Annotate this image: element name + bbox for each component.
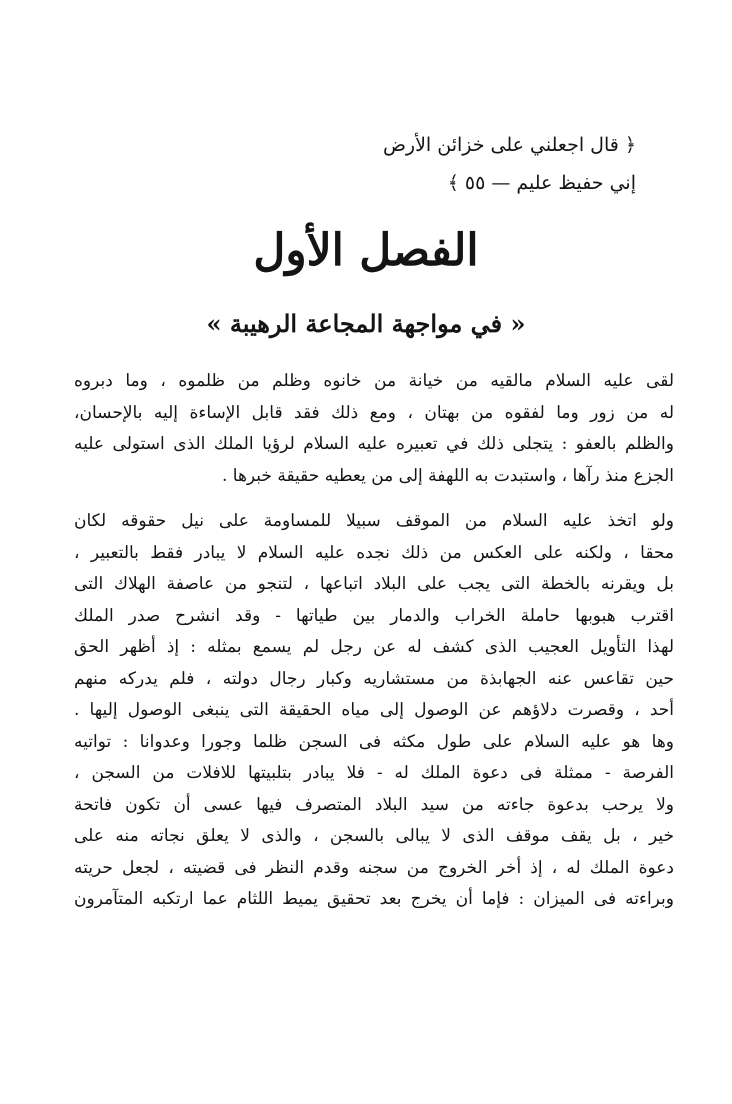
verse-line-1: ﴿ قال اجعلني على خزائن الأرض [382, 134, 636, 156]
text-line: خير ، بل يقف موقف الذى لا يبالى بالسجن ، والذى لا يعلق نجاته منه على [74, 826, 674, 846]
text-line: لهذا التأويل العجيب الذى كشف له عن رجل لم يسمع بمثله : إذ أظهر الحق [74, 637, 674, 657]
text-line: حين تقاعس عنه الجهابذة من مستشاريه وكبار رجال دولته ، فلم يدركه منهم [74, 668, 674, 689]
text-line: دعوة الملك له ، إذ أخر الخروج من سجنه وقدم النظر فى قضيته ، لجعل حريته [74, 857, 674, 878]
text-line: الفرصة - ممثلة فى دعوة الملك له - فلا يبادر بتلبيتها للافلات من السجن ، [74, 763, 674, 783]
chapter-subtitle: « في مواجهة المجاعة الرهيبة » [206, 309, 526, 338]
text-line: الجزع منذ رآها ، واستبدت به اللهفة إلى من يعطيه حقيقة خبرها . [221, 465, 674, 486]
text-line: لقى عليه السلام مالقيه من خيانة من خانوه وظلم من ظلموه ، وما دبروه [74, 371, 674, 391]
chapter-title: الفصل الأول [253, 225, 479, 276]
paragraph-2 [74, 506, 674, 916]
text-line: وها هو عليه السلام على طول مكثه فى السجن ظلما وجورا وعدوانا : تواتيه [74, 731, 674, 752]
quranic-verse [336, 126, 636, 202]
body-text [74, 366, 674, 916]
text-line: بل ويقرنه بالخطة التى يجب على البلاد اتباعها ، لتنجو من عاصفة الهلاك التى [74, 574, 674, 594]
paragraph-1 [74, 366, 674, 492]
text-line: أحد ، وقصرت دلاؤهم عن الوصول إلى مياه الحقيقة التى ينبغى الوصول إليها . [74, 700, 674, 720]
text-line: ولو اتخذ عليه السلام من الموقف سبيلا للمساومة على نيل حقوقه لكان [74, 511, 674, 531]
text-line: اقترب هبوبها حاملة الخراب والدمار بين طياتها - وقد انشرح صدر الملك [74, 605, 674, 626]
text-line: محقا ، ولكنه على العكس من ذلك نجده عليه السلام لا يبادر فقط بالتعبير ، [74, 542, 674, 563]
text-line: ولا يرحب بدعوة جاءته من سيد البلاد المتصرف فيها عسى أن تكون فاتحة [74, 794, 674, 815]
text-line: وبراءته فى الميزان : فإما أن يخرج بعد تحقيق يميط اللثام عما ارتكبه المتآمرون [74, 889, 674, 909]
verse-line-2: إني حفيظ عليم — ٥٥ ﴾ [447, 172, 636, 194]
text-line: له من زور وما لفقوه من بهتان ، ومع ذلك فقد قابل الإساءة إليه بالإحسان، [74, 402, 674, 423]
text-line: والظلم بالعفو : يتجلى ذلك في تعبيره عليه السلام لرؤيا الملك الذى استولى عليه [74, 434, 674, 454]
